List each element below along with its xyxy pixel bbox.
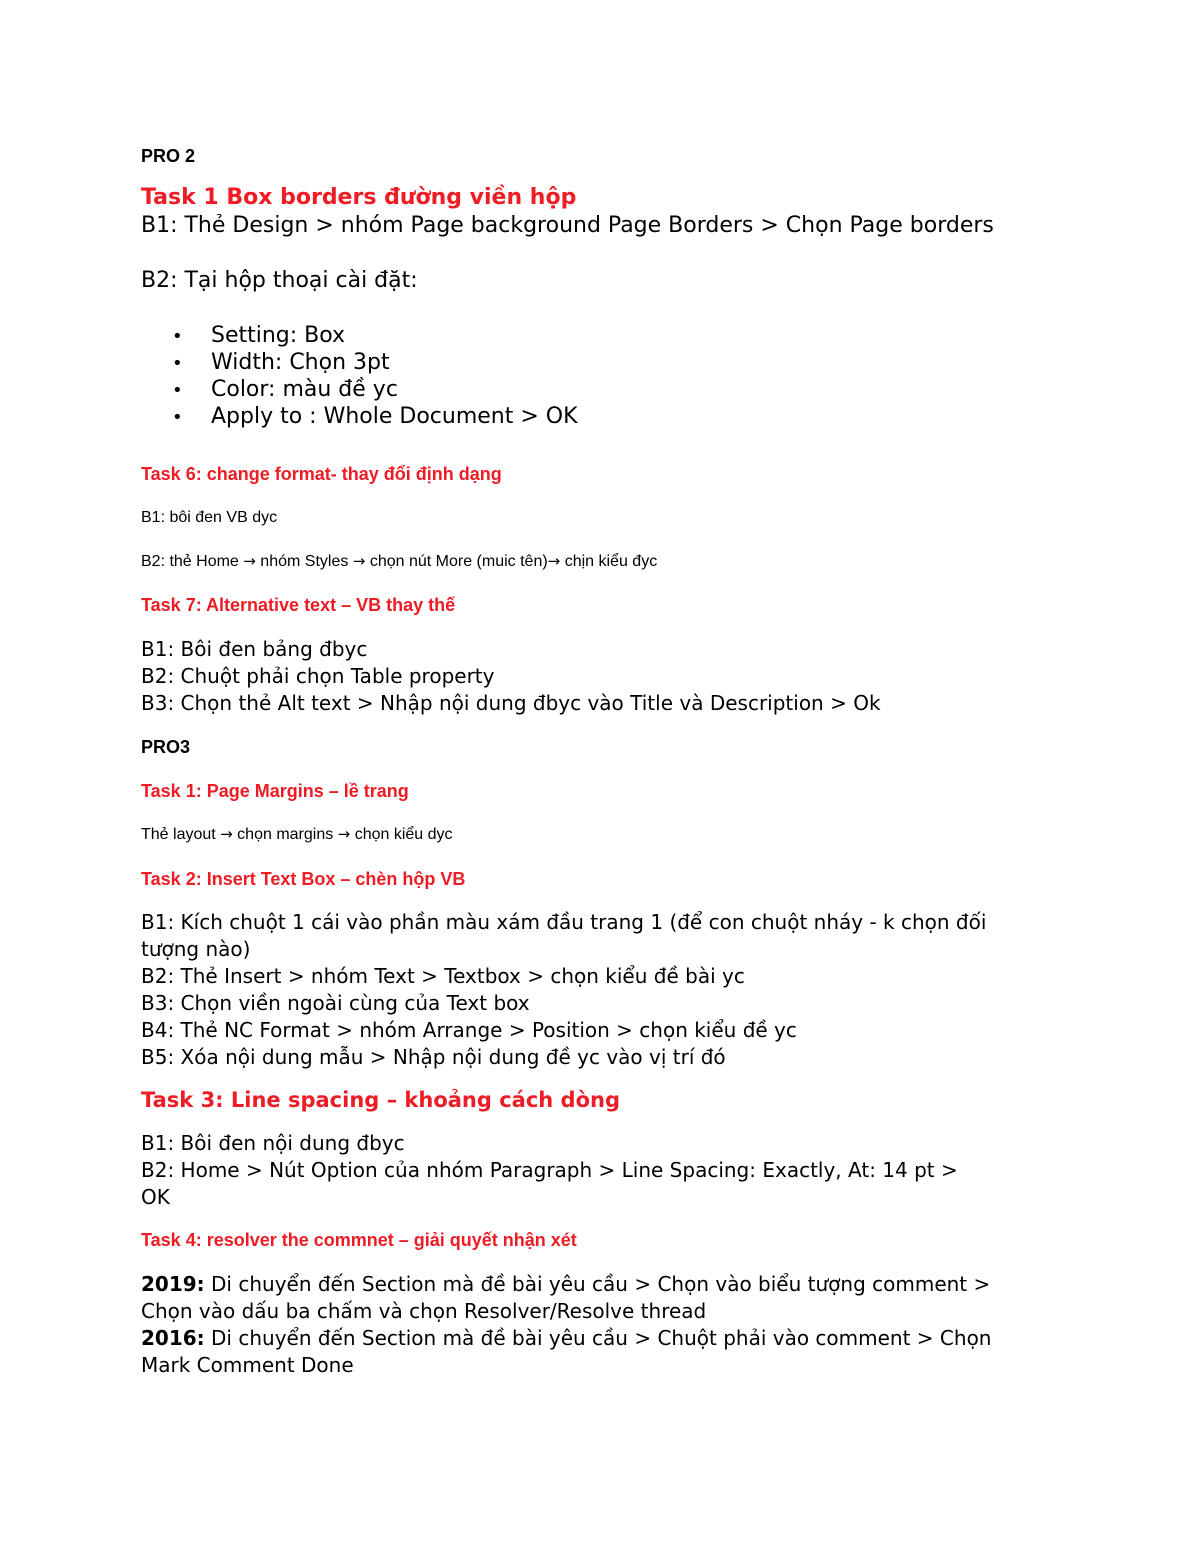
- pro3-task2-line: B5: Xóa nội dung mẫu > Nhập nội dung đề yc vào vị trí đó: [141, 1045, 726, 1069]
- text-run: chọn nút More (muic tên): [365, 553, 548, 570]
- text-run: chọn kiểu dyc: [350, 826, 453, 843]
- task1-step-b1: B1: Thẻ Design > nhóm Page background Page Borders > Chọn Page borders: [141, 213, 994, 238]
- bullet-text: Setting: Box: [211, 323, 346, 348]
- text-run: Di chuyển đến Section mà đề bài yêu cầu > Chuột phải vào comment > Chọn: [204, 1326, 992, 1350]
- pro3-task2-line: B3: Chọn viền ngoài cùng của Text box: [141, 991, 530, 1015]
- bullet-text: Width: Chọn 3pt: [211, 350, 390, 375]
- pro3-task4-heading: Task 4: resolver the commnet – giải quyết nhận xét: [141, 1230, 577, 1250]
- pro3-task4-line-2019: [141, 1274, 990, 1294]
- bullet-item: [172, 325, 345, 347]
- task7-step-b3: B3: Chọn thẻ Alt text > Nhập nội dung đbyc vào Title và Description > Ok: [141, 691, 881, 715]
- arrow-right-icon: →: [243, 552, 256, 570]
- pro3-task2-line: B1: Kích chuột 1 cái vào phần màu xám đầu trang 1 (để con chuột nháy - k chọn đối: [141, 910, 987, 934]
- bullet-icon: •: [172, 380, 183, 401]
- text-run: Thẻ layout: [141, 826, 221, 843]
- pro3-task2-line: B4: Thẻ NC Format > nhóm Arrange > Position > chọn kiểu đề yc: [141, 1018, 797, 1042]
- pro3-task1-heading: Task 1: Page Margins – lề trang: [141, 781, 409, 801]
- text-run: chọn margins: [232, 826, 338, 843]
- task6-step-b2: [141, 554, 657, 570]
- pro3-task4-line-2019-cont: Chọn vào dấu ba chấm và chọn Resolver/Resolve thread: [141, 1299, 707, 1323]
- bullet-text: Apply to : Whole Document > OK: [211, 404, 578, 429]
- text-run: Di chuyển đến Section mà đề bài yêu cầu > Chọn vào biểu tượng comment >: [204, 1272, 991, 1296]
- pro3-task2-heading: Task 2: Insert Text Box – chèn hộp VB: [141, 869, 466, 889]
- bullet-icon: •: [172, 353, 183, 374]
- task7-heading: Task 7: Alternative text – VB thay thế: [141, 595, 456, 615]
- section-heading-pro3: PRO3: [141, 737, 191, 757]
- pro3-task3-heading: Task 3: Line spacing – khoảng cách dòng: [141, 1088, 621, 1112]
- version-label: 2016:: [141, 1326, 205, 1350]
- pro3-task3-line: OK: [141, 1185, 170, 1209]
- bullet-icon: •: [172, 326, 183, 347]
- arrow-right-icon: →: [547, 552, 561, 570]
- arrow-right-icon: →: [337, 825, 351, 843]
- arrow-right-icon: →: [352, 552, 366, 570]
- bullet-item: [172, 379, 398, 401]
- task7-step-b2: B2: Chuột phải chọn Table property: [141, 664, 495, 688]
- pro3-task4-line-2016-cont: Mark Comment Done: [141, 1353, 354, 1377]
- version-label: 2019:: [141, 1272, 205, 1296]
- text-run: nhóm Styles: [255, 553, 353, 570]
- text-run: B2: thẻ Home: [141, 553, 244, 570]
- pro3-task4-line-2016: [141, 1328, 991, 1348]
- text-run: chịn kiểu đyc: [560, 553, 658, 570]
- bullet-item: [172, 352, 390, 374]
- pro3-task1-step: [141, 827, 453, 843]
- section-heading-pro2: PRO 2: [141, 146, 196, 166]
- task1-heading: Task 1 Box borders đường viền hộp: [141, 185, 577, 210]
- pro3-task3-line: B1: Bôi đen nội dung đbyc: [141, 1131, 405, 1155]
- arrow-right-icon: →: [220, 825, 233, 843]
- bullet-icon: •: [172, 407, 183, 428]
- bullet-text: Color: màu đề yc: [211, 377, 398, 402]
- bullet-item: [172, 406, 578, 428]
- task6-step-b1: B1: bôi đen VB dyc: [141, 509, 278, 526]
- pro3-task2-line: B2: Thẻ Insert > nhóm Text > Textbox > chọn kiểu đề bài yc: [141, 964, 745, 988]
- task6-heading: Task 6: change format- thay đổi định dạng: [141, 464, 502, 484]
- pro3-task2-line: tượng nào): [141, 937, 251, 961]
- task7-step-b1: B1: Bôi đen bảng đbyc: [141, 637, 368, 661]
- task1-step-b2: B2: Tại hộp thoại cài đặt:: [141, 268, 418, 293]
- pro3-task3-line: B2: Home > Nút Option của nhóm Paragraph > Line Spacing: Exactly, At: 14 pt >: [141, 1158, 958, 1182]
